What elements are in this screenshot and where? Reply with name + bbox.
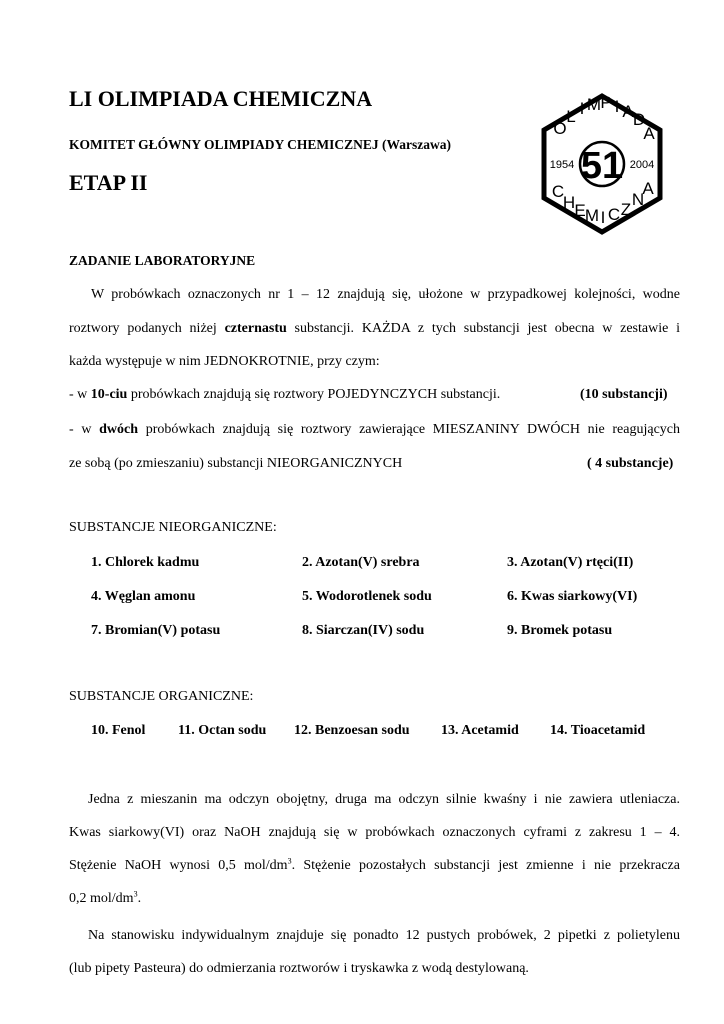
substance-item: 2. Azotan(V) srebra [302,555,420,570]
intro-line-3: każda występuje w nim JEDNOKROTNIE, przy czym: [69,354,380,369]
substance-item: 13. Acetamid [441,723,519,738]
logo-letter: N [631,190,645,209]
intro-line-2: roztwory podanych niżej czternastu substancji. KAŻDA z tych substancji jest obecna w zestawie i [69,321,680,336]
substance-item: 1. Chlorek kadmu [91,555,200,570]
logo-letter: M [586,95,602,114]
logo-letter: D [632,110,646,129]
note-line-3: Stężenie NaOH wynosi 0,5 mol/$dm^3$. Stężenie pozostałych substancji jest zmienne i nie przekracza [69,856,680,873]
note-line-1: Jedna z mieszanin ma odczyn obojętny, druga ma odczyn silnie kwaśny i nie zawiera utleniacza. [88,792,680,807]
logo-year-end: 2004 [629,159,655,171]
logo-letter: C [607,205,621,224]
note-line-6: (lub pipety Pasteura) do odmierzania roztworów i tryskawka z wodą destylowaną. [69,961,529,976]
substance-item: 3. Azotan(V) rtęci(II) [507,555,634,570]
bullet-1: - w 10-ciu probówkach znajdują się roztwory POJEDYNCZYCH substancji. [69,387,501,402]
logo-letter: E [574,201,586,220]
logo-letter: I [600,208,606,227]
bullet-2-note: ( 4 substancje) [587,456,674,471]
logo-letter: O [553,119,567,138]
note-line-2: Kwas siarkowy(VI) oraz NaOH znajdują się w probówkach oznaczonych cyframi z zakresu 1 – 4. [69,825,680,840]
logo-letter: L [566,107,576,126]
logo-year-start: 1954 [549,159,575,171]
logo-letter: I [579,99,585,118]
bullet-2: - w dwóch probówkach znajdują się roztwory zawierające MIESZANINY DWÓCH nie reagujących [69,422,681,437]
logo-letter: Z [620,200,632,219]
substance-item: 8. Siarczan(IV) sodu [302,623,425,638]
note-line-4: 0,2 mol/$dm^3$. [69,889,142,906]
logo-letter: H [562,193,576,212]
logo-number: 51 [580,145,624,187]
bullet-2-line-2: ze sobą (po zmieszaniu) substancji NIEORGANICZNYCH [69,456,403,471]
inorganic-heading: SUBSTANCJE NIEORGANICZNE: [69,520,277,535]
olympiad-logo [538,92,666,236]
substance-item: 12. Benzoesan sodu [294,723,410,738]
substance-item: 6. Kwas siarkowy(VI) [507,589,638,604]
organic-heading: SUBSTANCJE ORGANICZNE: [69,689,254,704]
logo-letter: I [614,97,620,116]
logo-letter: M [584,206,600,225]
logo-letter: A [642,179,654,198]
intro-line-1: W probówkach oznaczonych nr 1 – 12 znajdują się, ułożone w przypadkowej kolejności, wodne [91,287,680,302]
page-title: LI OLIMPIADA CHEMICZNA [69,86,373,111]
logo-letter: A [622,102,634,121]
logo-letter: C [551,182,565,201]
emphasis: czternastu [224,321,287,336]
task-heading: ZADANIE LABORATORYJNE [69,253,256,268]
substance-item: 10. Fenol [91,723,146,738]
substance-item: 5. Wodorotlenek sodu [302,589,432,604]
substance-item: 9. Bromek potasu [507,623,613,638]
committee-name: KOMITET GŁÓWNY OLIMPIADY CHEMICZNEJ (Warszawa) [69,137,452,152]
substance-item: 4. Węglan amonu [91,589,196,604]
note-line-5: Na stanowisku indywidualnym znajduje się ponadto 12 pustych probówek, 2 pipetki z polietylenu [88,928,680,943]
substance-item: 11. Octan sodu [178,723,267,738]
substance-item: 14. Tioacetamid [550,723,646,738]
stage-title: ETAP II [69,170,148,195]
substance-item: 7. Bromian(V) potasu [91,623,221,638]
logo-letter: P [600,93,612,112]
bullet-1-note: (10 substancji) [580,387,668,402]
logo-letter: A [643,124,655,143]
